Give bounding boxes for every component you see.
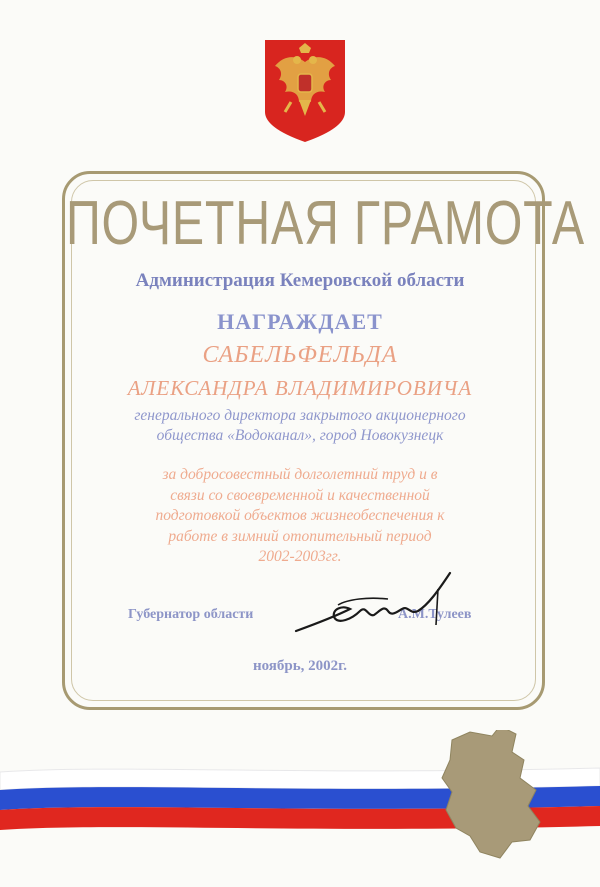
kemerovo-region-map-icon bbox=[442, 730, 540, 858]
position-line: генерального директора закрытого акционерного bbox=[134, 407, 466, 424]
reason-line: подготовкой объектов жизнеобеспечения к bbox=[155, 507, 445, 524]
award-action: НАГРАЖДАЕТ bbox=[217, 309, 383, 334]
reason-line: работе в зимний отопительный период bbox=[168, 527, 432, 545]
recipient-surname: САБЕЛЬФЕЛЬДА bbox=[202, 342, 398, 368]
certificate-title: ПОЧЕТНАЯ ГРАМОТА bbox=[66, 189, 585, 258]
signatory-name: А.М.Тулеев bbox=[398, 607, 472, 622]
award-reason bbox=[0, 465, 600, 568]
recipient-given-names: АЛЕКСАНДРА ВЛАДИМИРОВИЧА bbox=[127, 376, 473, 400]
issue-date: ноябрь, 2002г. bbox=[252, 658, 348, 674]
handwritten-signature bbox=[288, 565, 458, 645]
recipient-position bbox=[0, 406, 600, 446]
signatory-title: Губернатор области bbox=[128, 607, 254, 622]
position-line: общества «Водоканал», город Новокузнецк bbox=[156, 427, 444, 444]
reason-line: за добросовестный долголетний труд и в bbox=[162, 466, 438, 483]
reason-line: 2002-2003гг. bbox=[258, 548, 342, 565]
russian-coat-of-arms-icon bbox=[265, 40, 345, 142]
tricolor-flag-band bbox=[0, 730, 600, 887]
issuer-name: Администрация Кемеровской области bbox=[135, 270, 465, 291]
reason-line: связи со своевременной и качественной bbox=[170, 486, 430, 504]
